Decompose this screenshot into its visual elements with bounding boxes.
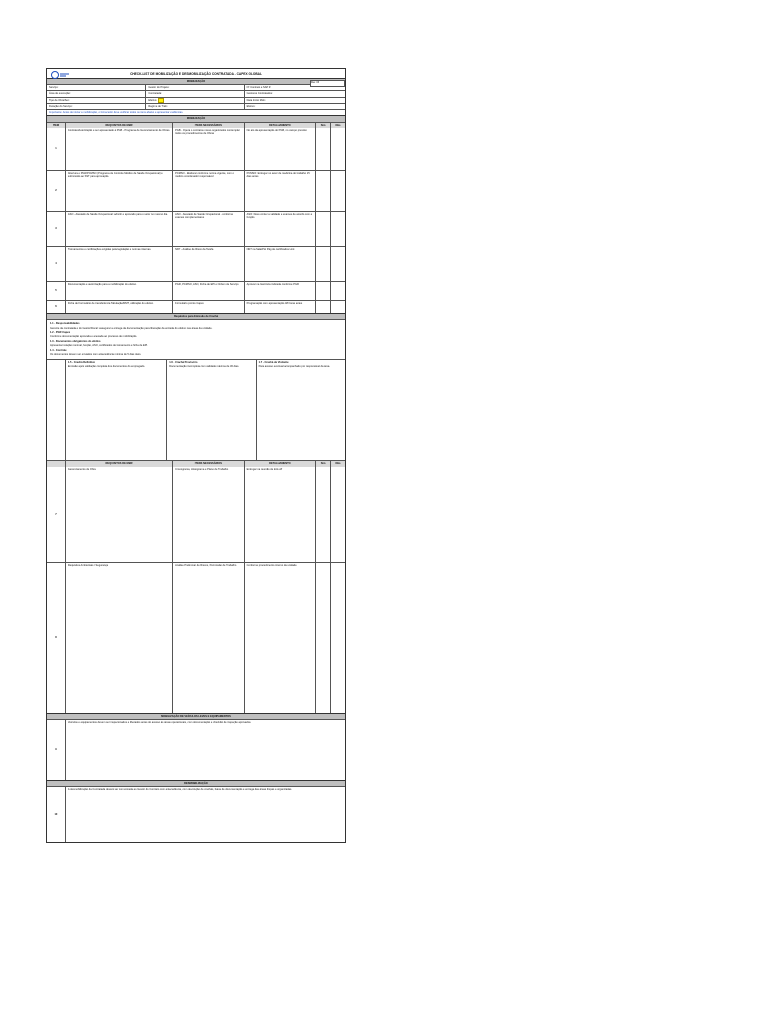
cracha-requirements [47,319,345,359]
check-sim[interactable] [315,467,330,562]
requirement: Abertura e PGR/PCMSO (Programa de Controle Médico de Saúde Ocupacional) e submissão ao SST para aprovação. [65,171,172,211]
detail: PCMSO: Entregar no setor de medicina do trabalho 15 dias antes [244,171,316,211]
cracha-visitante-title: 1.7 - Crachá de Visitante [258,361,289,365]
check-sim[interactable] [315,563,330,713]
check-nao[interactable] [330,171,345,211]
para-1: Gerente da contratada e do Gestor/Fiscal: assegurar a entrega da documentação para liberação da entrada do efetivo nas áreas da unidade. [50,326,213,330]
desmobilizacao-row [47,786,345,842]
required-items: NR7 - Análise de Risco da Tarefa [172,247,244,281]
checklist-sheet [46,68,346,843]
table-row [47,246,345,281]
detail: Entregar na reunião de kick-off [244,467,316,562]
section-veiculos: MOBILIZAÇÃO DE VEÍCULOS LEVES E EQUIPAMENTOS [47,713,345,719]
company-logo [50,70,70,80]
section-mobilizacao: MOBILIZAÇÃO [47,78,345,84]
para-3: Conforme documentação aprovada e anexada ao processo de mobilização. [50,335,138,339]
detail: No ato da apresentação do PGB, no campo previsto [244,128,316,170]
required-items: Formulário pronto Capex [172,301,244,313]
requirement: Gerenciamento de Obra [65,467,172,562]
cracha-definitivo-text: Emissão após validação completa dos documentos do empregado. [67,364,146,368]
col-sim: Sim [315,123,330,128]
check-sim[interactable] [315,247,330,281]
check-nao[interactable] [330,467,345,562]
veiculos-text: Veículos e equipamentos devem ser inspecionados e liberados antes do acesso às áreas operacionais, com documentação e checklist de inspeção aprovados. [65,720,345,780]
para-6: 1.4 - Controle [50,348,67,352]
requirement: Documentação e autorização para a mobilização do efetivo. [65,282,172,300]
cracha-visitante-text: Para acesso eventual acompanhado por responsável da área. [258,364,331,368]
item-number: 6 [55,305,57,309]
check-nao[interactable] [330,247,345,281]
detail: Aprovar na Gerência indicada conforme PGR [244,282,316,300]
cracha-definitivo [65,360,166,460]
col-requisitos: REQUISITOS DE MBR [65,123,172,128]
required-items: Análise Preliminar de Riscos, Permissão de Trabalho [172,563,244,713]
item-number: 8 [55,636,57,640]
para-0: 1.1 - Responsabilidades [50,322,80,326]
field-tipo-obra[interactable]: Tipo de Obra/Ser.: [49,98,71,102]
header-fields-row-1 [47,84,345,90]
col-detalhamento: DETALHAMENTO [244,123,316,128]
col-detalhamento-2: DETALHAMENTO [244,461,316,466]
cracha-types [47,359,345,460]
field-gestores-contratados[interactable]: Gestores Contratados: [244,91,345,96]
header-fields-row-2 [47,90,345,96]
field-efetivo-2[interactable]: Efetivo: [244,104,345,109]
cracha-item-cell [47,360,65,460]
header-fields-row-4 [47,103,345,109]
section-mobilizacao-2: MOBILIZAÇÃO [47,115,345,121]
requirement: Requisitos Ambientais / Segurança [65,563,172,713]
detail: Programação com apresentação 48 horas antes [244,301,316,313]
required-items: PGB - Opera o contratos nosso organizados contemplar todos os procedimentos de Obras [172,128,244,170]
veiculos-item-number: 9 [55,748,57,752]
col-item: ITEM [52,123,60,127]
note-text: Importante: Antes de iniciar a mobilização, o fornecedor deve verificar todos os itens abaixo e apresentar evidências. [49,111,184,115]
field-gestor-projeto[interactable]: Gestor do Projeto: [145,85,243,90]
field-duracao[interactable]: Duração do Serviço: [49,104,73,108]
field-regime[interactable]: Regime de Trab.: [145,104,243,109]
col-nao: Não [330,123,345,128]
detail: ASO: Deve conter a validade e exames de acordo com a função [244,212,316,246]
requirement: Ficha de Formulário de transferência Tabulação/RMT, utilização do efetivo. [65,301,172,313]
desmobilizacao-item-number: 10 [54,813,58,817]
table-row [47,281,345,300]
table-row [47,562,345,713]
revision-box: Rev. 03 [310,80,345,87]
check-sim[interactable] [315,128,330,170]
veiculos-row [47,719,345,780]
para-4: 1.3 - Documentos obrigatórios do efetivo [50,339,101,343]
item-number: 1 [55,147,57,151]
check-sim[interactable] [315,282,330,300]
check-nao[interactable] [330,282,345,300]
check-sim[interactable] [315,301,330,313]
required-items: Cronograma, Histograma e Plano de Trabalho [172,467,244,562]
field-contratada[interactable]: Contratada: [145,91,243,96]
header-fields-row-3 [47,97,345,103]
field-efetivo[interactable]: Efetivo: [145,98,243,103]
cracha-definitivo-title: 1.5 - Crachá Definitivo [67,361,96,365]
para-2: 1.2 - PGR Capex [50,330,71,334]
item-number: 5 [55,289,57,293]
col-requisitos-2: REQUISITOS DE MBR [65,461,172,466]
note-row [47,109,345,115]
check-sim[interactable] [315,171,330,211]
required-items: PGR, PCMSO, ASO, Ficha de EPI e Ordem de Serviço [172,282,244,300]
requirement: Contrato/Autorização e ser apresentado à PGB - Programa de Gerenciamento de Obras. [65,128,172,170]
check-nao[interactable] [330,212,345,246]
required-items: PCMSO - Elaborar conforme norma vigente, com o médico coordenador responsável [172,171,244,211]
field-contrato[interactable]: Nº Contrato e SAP #: [244,85,345,90]
table-row [47,211,345,246]
col-nao-2: Não [330,461,345,466]
item-number: 4 [55,262,57,266]
item-number: 2 [55,189,57,193]
cracha-visitante [256,360,345,460]
field-area-execucao[interactable]: Área de execução: [49,92,71,96]
check-nao[interactable] [330,301,345,313]
col-itens-2: ITENS NECESSÁRIOS [172,461,244,466]
check-sim[interactable] [315,212,330,246]
document-title: CHECK-LIST DE MOBILIZAÇÃO E DESMOBILIZAÇÃO CONTRATADA - CAPEX GLOBAL [130,72,262,76]
col-sim-2: Sim [315,461,330,466]
cracha-provisorio-title: 1.6 - Crachá Provisório [169,361,198,365]
item-number: 3 [55,227,57,231]
table-row [47,467,345,562]
para-5: Apresentar relação nominal, função, ASO, certificados de treinamento e ficha de EPI. [50,344,148,348]
check-nao[interactable] [330,563,345,713]
table-row [47,170,345,211]
required-items: ASO - Atestado de Saúde Ocupacional - conforme exames complementares [172,212,244,246]
check-nao[interactable] [330,128,345,170]
efetivo-highlight [158,98,164,103]
para-7: Os documentos devem ser enviados com antecedência mínima de 5 dias úteis. [50,353,142,357]
requirement: ASO - Atestado de Saúde Ocupacional: admitir e aprovado para o setor no mesmo dia. [65,212,172,246]
field-data-inicio[interactable]: Data Início Mob.: [244,98,345,103]
section-cracha: Requisitos para Emissão de Crachá [47,313,345,319]
detail: Conforme procedimento interno da unidade [244,563,316,713]
section-desmobilizacao: DESMOBILIZAÇÃO [47,780,345,786]
requirement: Treinamentos e certificações exigidas pela legislação e normas internas. [65,247,172,281]
table-row [47,300,345,313]
cracha-provisorio [166,360,255,460]
field-servico[interactable]: Serviço: [49,86,59,90]
detail: NR7 na Sala/Pré Pág de certificados Link [244,247,316,281]
cracha-provisorio-text: Documentação incompleta com validade máxima de 30 dias. [169,364,240,368]
table-row [47,128,345,170]
desmobilizacao-text: A desmobilização da Contratada deverá ser comunicada ao Gestor do Contrato com antecedência, com devolução de crachás, baixa de documentação e entrega das áreas limpas e organizadas. [65,787,345,842]
col-itens: ITENS NECESSÁRIOS [172,123,244,128]
item-number: 7 [55,512,57,516]
